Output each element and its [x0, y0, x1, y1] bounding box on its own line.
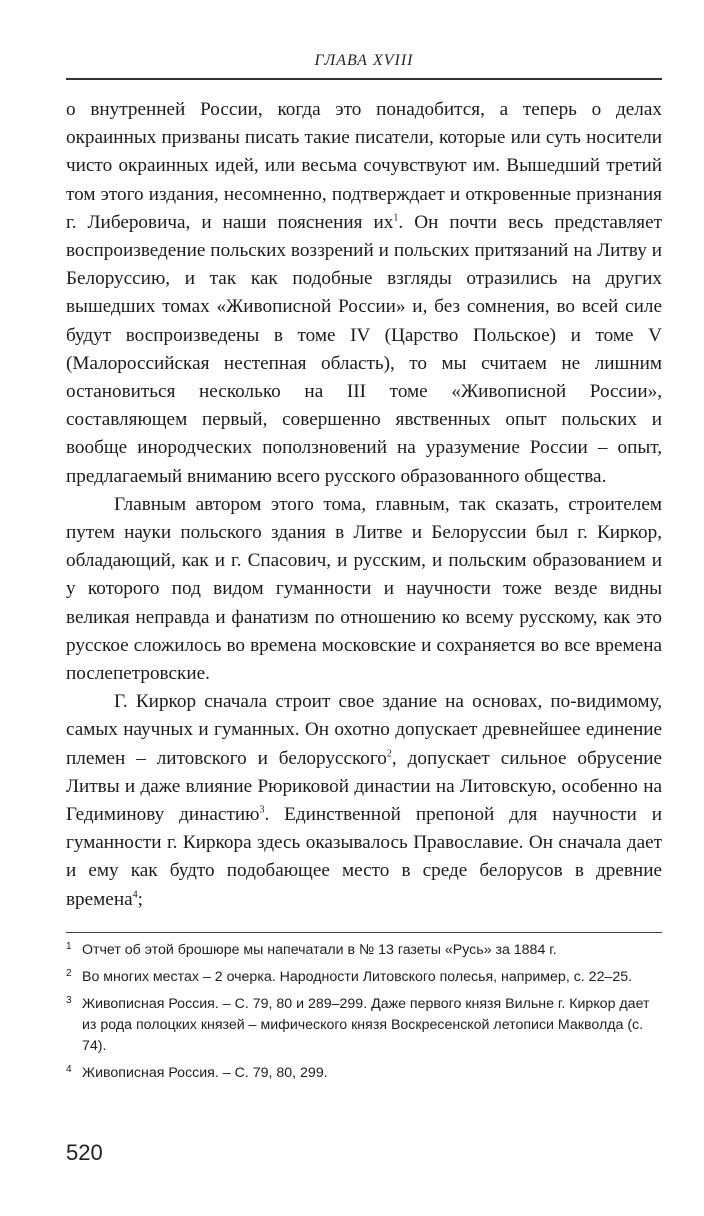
- footnote-number: 3: [66, 995, 72, 1006]
- paragraph-3-text-d: ;: [137, 888, 143, 910]
- footnote-1: [66, 940, 662, 961]
- paragraph-3-text-b: , допускает сильное обрусение Литвы и даже влияние Рюриковой династии на Литовскую, особенно на Гедиминову династию: [66, 747, 662, 826]
- footnote-4: [66, 1063, 662, 1084]
- page-number: 520: [66, 1140, 103, 1165]
- footnote-number: 2: [66, 968, 72, 979]
- footnote-3: [66, 994, 662, 1057]
- footnote-ref-2: 2: [386, 748, 392, 760]
- footnote-text: Во многих местах – 2 очерка. Народности Литовского полесья, например, с. 22–25.: [82, 969, 633, 985]
- paragraph-3-text-c: . Единственной препоной для научности и гуманности г. Киркора здесь оказывалось Православие. Он сначала дает и ему как будто подобающее место в среде белорусов в древние времена: [66, 804, 662, 910]
- header-rule: [66, 78, 662, 80]
- paragraph-3: [66, 688, 662, 914]
- footnote-text: Живописная Россия. – С. 79, 80, 299.: [82, 1065, 328, 1081]
- footnote-text: Отчет об этой брошюре мы напечатали в № 13 газеты «Русь» за 1884 г.: [82, 942, 557, 958]
- paragraph-1: [66, 96, 662, 491]
- footnote-ref-1: 1: [393, 212, 399, 224]
- main-text: [66, 96, 662, 914]
- footnotes: [66, 940, 662, 1090]
- running-head: ГЛАВА XVIII: [314, 52, 414, 69]
- footnote-2: [66, 967, 662, 988]
- paragraph-2: Главным автором этого тома, главным, так сказать, строителем путем науки польского здания в Литве и Белоруссии был г. Киркор, обладающий, как и г. Спасович, и русским, и польским образованием и у которого под видом гуманности и научности тоже везде видны великая неправда и фанатизм по отношению ко всему русскому, как это русское сложилось во времена московские и сохраняется во все времена послепетровские.: [66, 493, 662, 685]
- footnote-number: 4: [66, 1064, 72, 1075]
- paragraph-3-text-a: Г. Киркор сначала строит свое здание на основах, по-видимому, самых научных и гуманных. Он охотно допускает древнейшее единение племен – литовского и белорусского: [66, 691, 662, 769]
- footnote-ref-3: 3: [259, 804, 265, 816]
- paragraph-1-text-a: о внутренней России, когда это понадобится, а теперь о делах окраинных призваны писать такие писатели, которые или суть носители чисто окраинных идей, или весьма сочувствуют им. Вышедший третий том этого издания, несомненно, подтверждает и откровенные признания г. Либеровича, и наши пояснения их: [66, 99, 662, 233]
- paragraph-1-text-b: . Он почти весь представляет воспроизведение польских воззрений и польских притязаний на Литву и Белоруссию, и так как подобные взгляды отразились на других вышедших томах «Живописной России» и, без сомнения, во всей силе будут воспроизведены в томе IV (Царство Польское) и томе V (Малороссийская нестепная область), то мы считаем не лишним остановиться несколько на III томе «Живописной России», составляющем первый, совершенно явственных опыт польских и вообще инородческих поползновений на уразумение России – опыт, предлагаемый вниманию всего русского образованного общества.: [66, 211, 662, 487]
- footnote-text: Живописная Россия. – С. 79, 80 и 289–299. Даже первого князя Вильне г. Киркор дает из рода полоцких князей – мифического князя Воскресенской летописи Макволда (с. 74).: [82, 996, 650, 1054]
- footnote-rule: [66, 932, 662, 933]
- footnote-number: 1: [66, 941, 72, 952]
- footnote-ref-4: 4: [132, 889, 138, 901]
